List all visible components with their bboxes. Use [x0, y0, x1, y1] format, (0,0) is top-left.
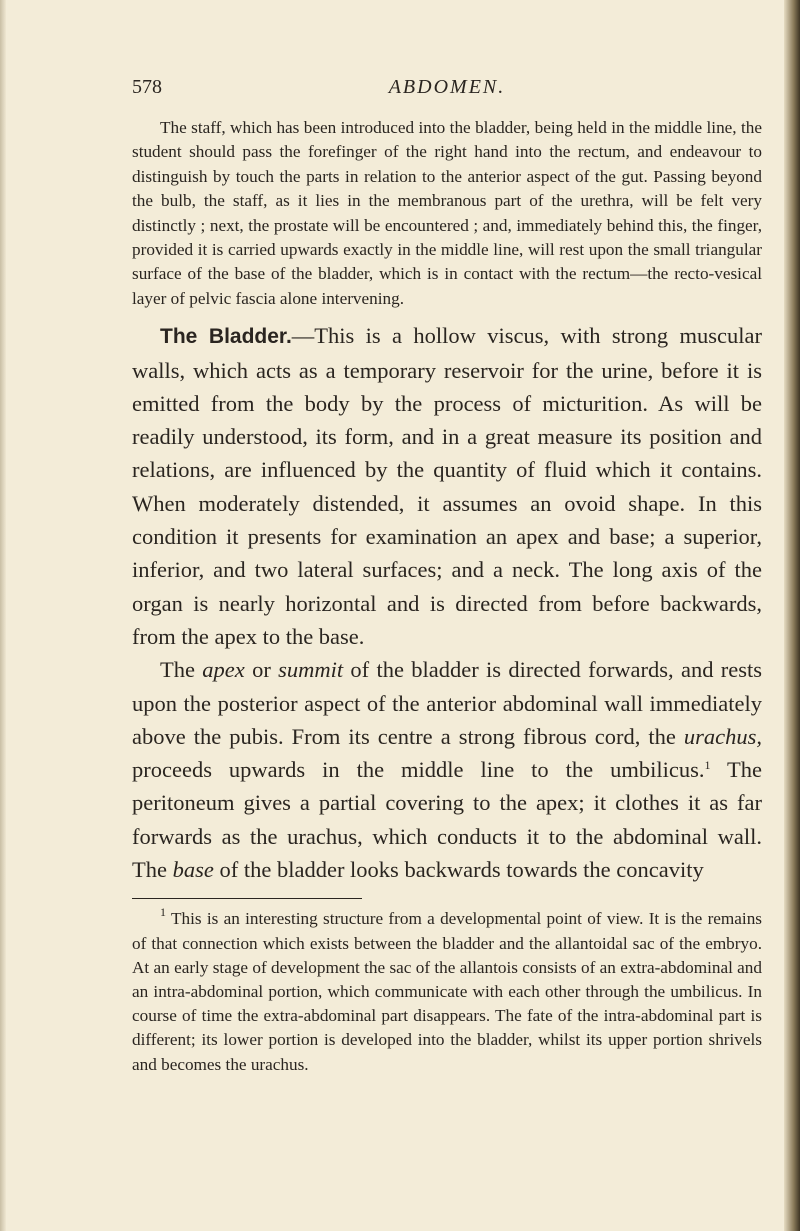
apex-text-b: or [244, 657, 279, 683]
section-title: ABDOMEN. [388, 76, 506, 98]
bladder-paragraph [132, 319, 762, 653]
apex-text-f: of the bladder looks backwards towards the concavity [213, 857, 704, 882]
running-head [132, 76, 762, 110]
apex-term: apex [202, 657, 245, 683]
apex-text-a: The [160, 657, 203, 683]
intro-paragraph: The staff, which has been introduced into the bladder, being held in the middle line, the student should pass the forefinger of the right hand into the rectum, and endeavour to distinguish by touch the parts in relation to the anterior aspect of the gut. Passing beyond the bulb, the staff, as it lies in the membranous part of the urethra, will be felt very distinctly ; next, the prostate will be encountered ; and, immediately behind this, the finger, provided it is carried upwards exactly in the middle line, will rest upon the small triangular surface of the base of the bladder, which is in contact with the rectum—the recto-vesical layer of pelvic fascia alone intervening. [132, 118, 762, 308]
apex-text-c: of the bladder is directed forwards, and rests upon the posterior aspect of the anterior abdominal wall immediately above the pubis. From its centre a strong fibrous cord, the [132, 657, 762, 749]
urachus-term: urachus, [683, 723, 762, 749]
page-edge-right [784, 0, 800, 1231]
apex-paragraph [132, 653, 762, 886]
footnote [132, 907, 762, 1076]
base-term: base [172, 857, 214, 882]
footnote-reference[interactable]: 1 [704, 758, 711, 773]
apex-text-e: The peritoneum gives a partial covering to the apex; it clothes it as far forwards as the urachus, which conducts it to the abdominal wall. The [132, 757, 762, 882]
page-content [132, 76, 762, 1077]
footnote-rule [132, 898, 362, 899]
summit-term: summit [278, 657, 344, 683]
bladder-heading: The Bladder. [160, 325, 292, 349]
apex-text-d: proceeds upwards in the middle line to the umbilicus. [132, 757, 705, 783]
footnote-text: This is an interesting structure from a developmental point of view. It is the remains of that connection which exists between the bladder and the allantoidal sac of the embryo. At an early stage of development the sac of the allantois consists of an extra-abdominal and an intra-abdominal portion, which communicate with each other through the umbilicus. In course of time the extra-abdominal part disappears. The fate of the intra-abdominal part is different; its lower portion is developed into the bladder, whilst its upper portion shrivels and becomes the urachus. [132, 909, 762, 1074]
page-number: 578 [132, 76, 162, 98]
footnote-marker: 1 [160, 905, 166, 920]
page-edge-left [0, 0, 6, 1231]
bladder-paragraph-text: —This is a hollow viscus, with strong muscular walls, which acts as a temporary reservoir for the urine, before it is emitted from the body by the process of micturition. As will be readily understood, its form, and in a great measure its position and relations, are influenced by the quantity of fluid which it contains. When moderately distended, it assumes an ovoid shape. In this condition it presents for examination an apex and base; a superior, inferior, and two lateral surfaces; and a neck. The long axis of the organ is nearly horizontal and is directed from before backwards, from the apex to the base. [132, 323, 762, 649]
